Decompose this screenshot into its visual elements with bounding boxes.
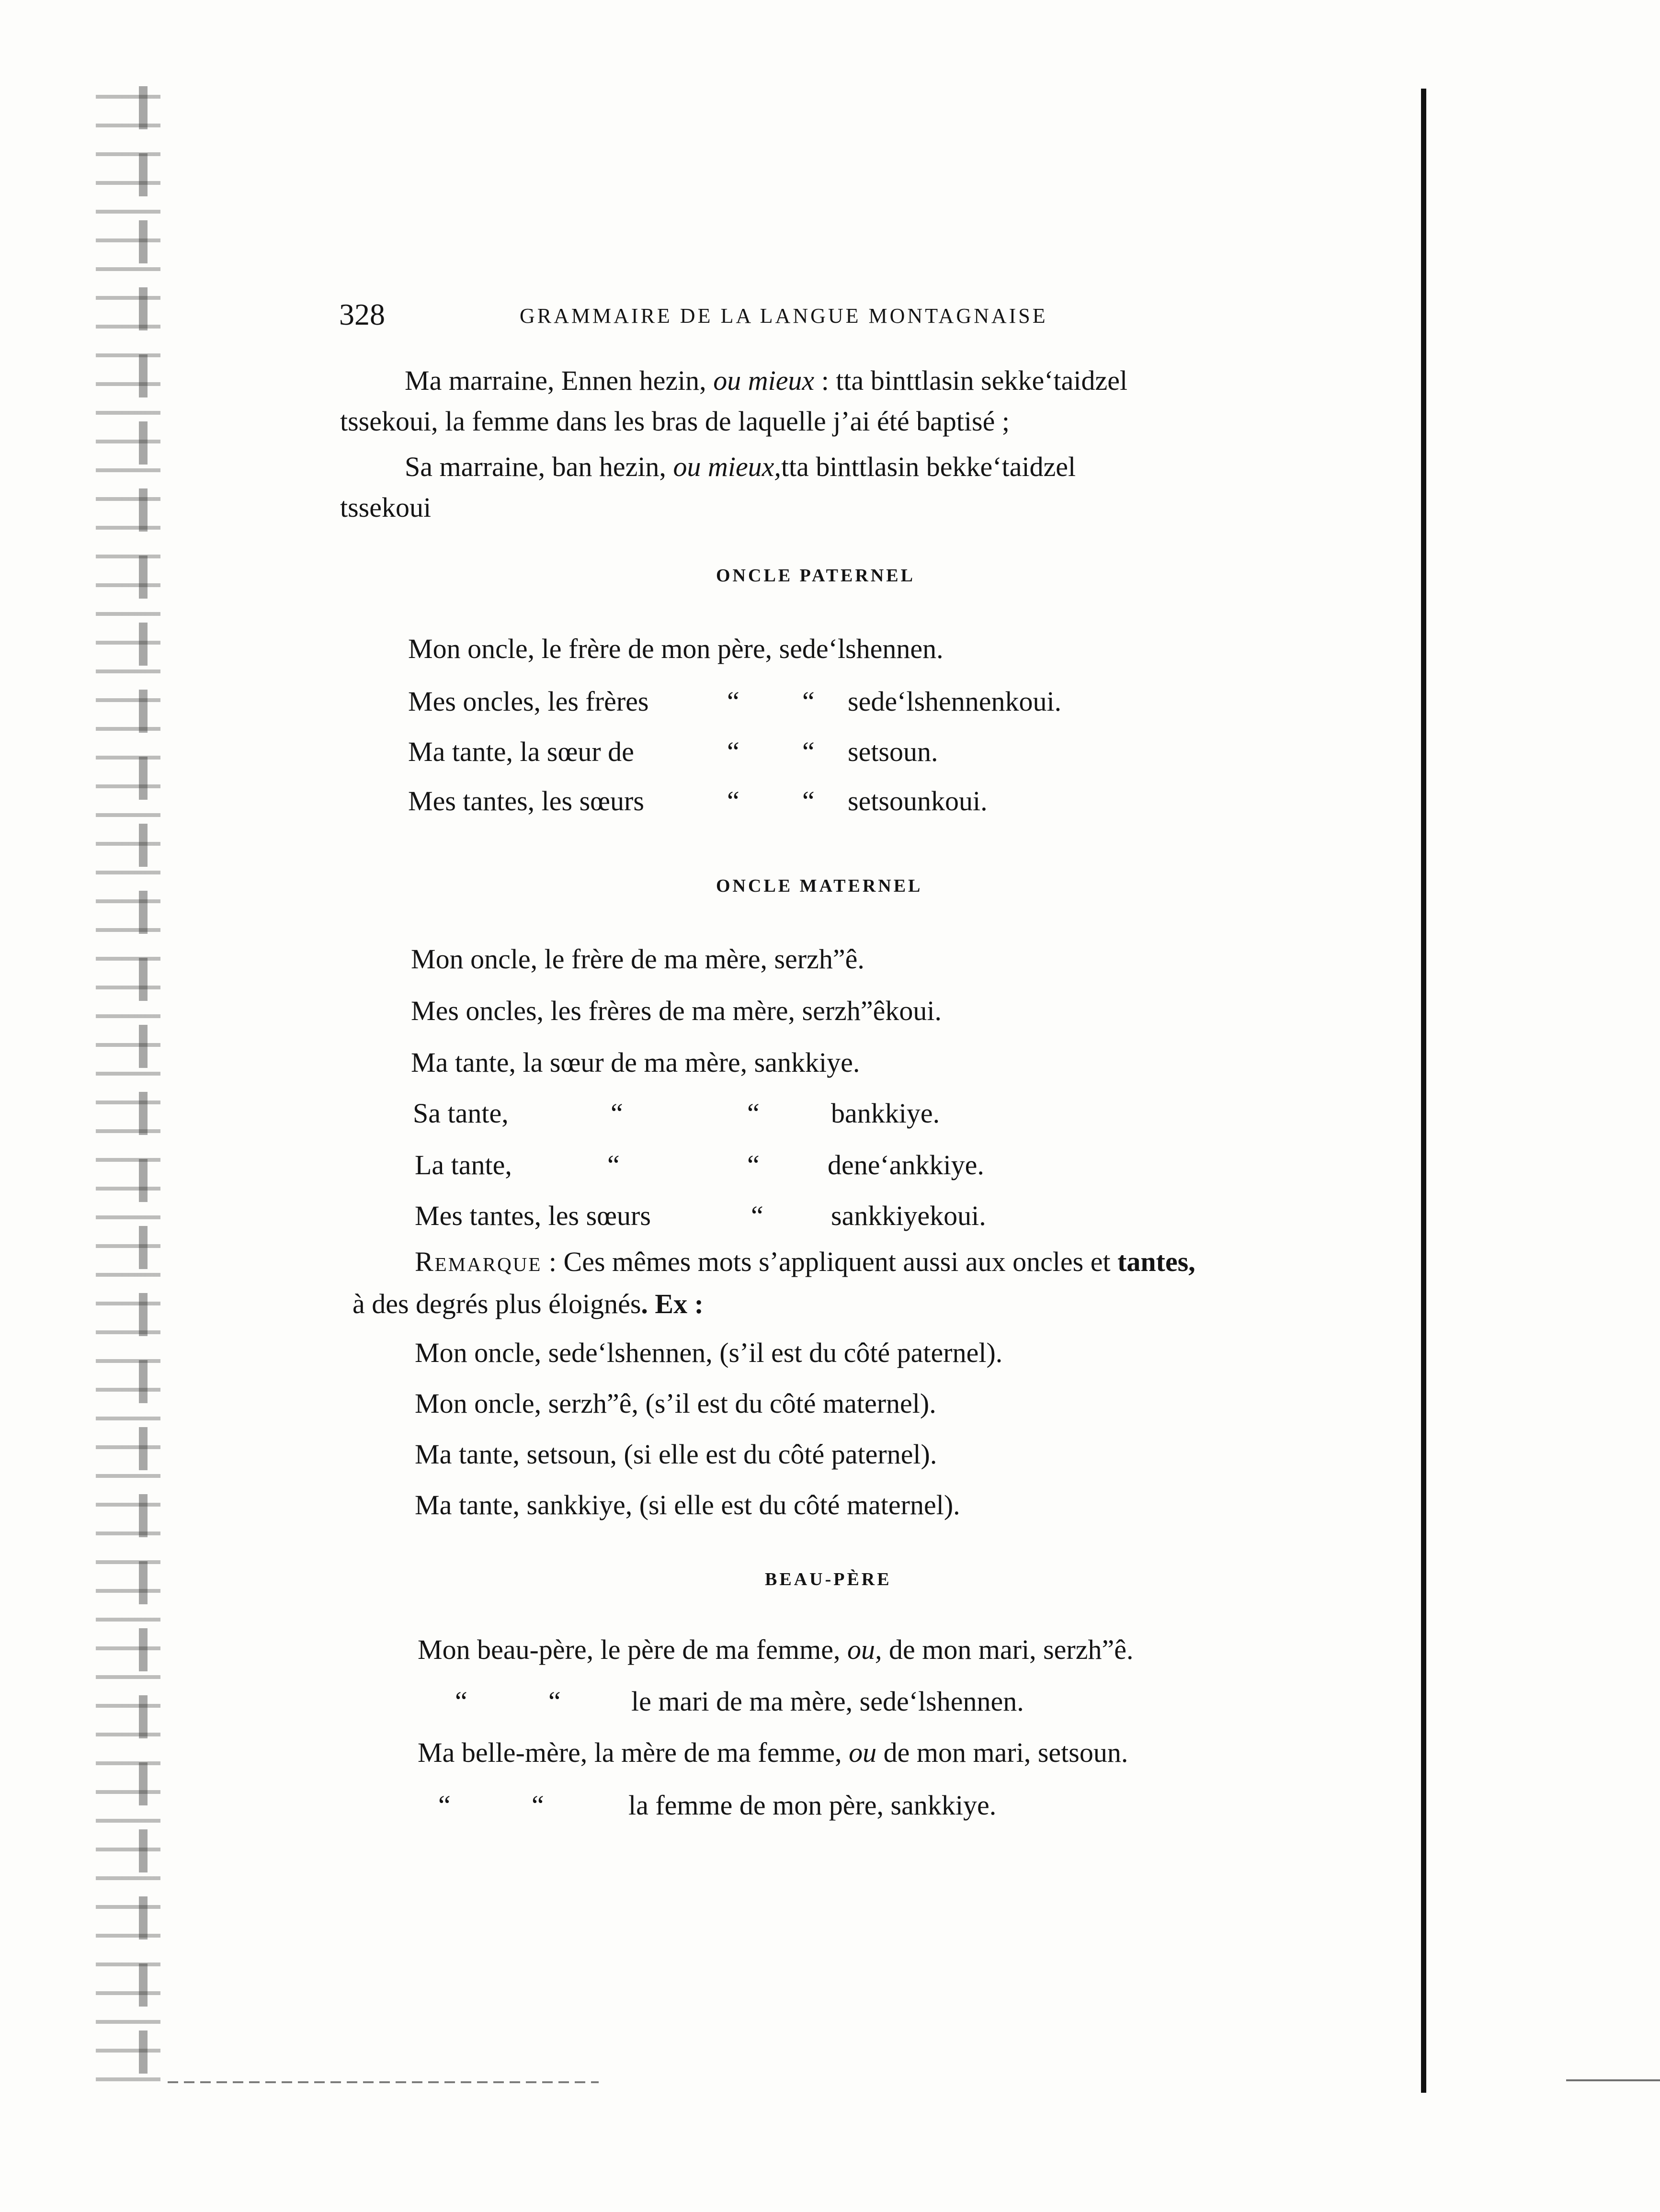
- ditto-mark: “: [727, 785, 739, 817]
- text-run: : tta binttlasin sekke‘taidzel: [814, 365, 1128, 396]
- beau-pere-line-1: [418, 1633, 1133, 1667]
- maternel-row-label: Sa tante,: [413, 1098, 509, 1129]
- intro-paragraph-1-line-2: tssekoui, la femme dans les bras de laquelle j’ai été baptisé ;: [340, 406, 1010, 437]
- bold-run: tantes,: [1117, 1246, 1195, 1277]
- maternel-line: Mon oncle, le frère de ma mère, serzh”ê.: [411, 943, 864, 975]
- intro-paragraph-2-line-2: tssekoui: [340, 492, 432, 523]
- ditto-mark: “: [438, 1790, 451, 1821]
- maternel-row-term: dene‘ankkiye.: [828, 1149, 984, 1180]
- paternel-row-label: Ma tante, la sœur de: [408, 736, 634, 767]
- italic-run: ou mieux,: [673, 451, 781, 482]
- ditto-mark: “: [802, 736, 815, 767]
- paternel-row: Mon oncle, le frère de mon père, sede‘lshennen.: [408, 633, 944, 664]
- scan-margin-artifact: [139, 86, 148, 2098]
- text-run: de mon mari, serzh”ê.: [882, 1634, 1134, 1665]
- ditto-mark: “: [747, 1098, 760, 1129]
- remarque-example: Mon oncle, sede‘lshennen, (s’il est du côté paternel).: [415, 1337, 1003, 1368]
- ditto-mark: “: [727, 686, 739, 717]
- bold-run: . Ex :: [641, 1288, 704, 1319]
- scan-margin-artifact: [96, 86, 160, 2098]
- remarque-example: Mon oncle, serzh”ê, (s’il est du côté maternel).: [415, 1388, 936, 1419]
- page-edge-rule: [1421, 89, 1426, 2093]
- text-run: Ma marraine, Ennen hezin,: [405, 365, 714, 396]
- section-heading-beau-pere: BEAU-PÈRE: [765, 1569, 892, 1589]
- beau-pere-line-2: le mari de ma mère, sede‘lshennen.: [631, 1686, 1024, 1717]
- ditto-mark: “: [455, 1686, 467, 1717]
- text-run: à des degrés plus éloignés: [352, 1288, 641, 1319]
- scan-bottom-artifact: [1566, 2079, 1660, 2081]
- ditto-mark: “: [751, 1200, 763, 1231]
- ditto-mark: “: [532, 1790, 544, 1821]
- italic-run: ou: [849, 1737, 877, 1768]
- text-run: de mon mari, setsoun.: [876, 1737, 1128, 1768]
- intro-paragraph-1-line-1: [405, 364, 1127, 397]
- maternel-row-label: La tante,: [415, 1149, 512, 1180]
- maternel-line: Mes oncles, les frères de ma mère, serzh”êkoui.: [411, 995, 942, 1026]
- remarque-example: Ma tante, sankkiye, (si elle est du côté maternel).: [415, 1489, 960, 1520]
- italic-run: ou mieux: [713, 365, 815, 396]
- ditto-mark: “: [802, 686, 815, 717]
- paternel-row-term: setsounkoui.: [848, 785, 988, 817]
- ditto-mark: “: [802, 785, 815, 817]
- maternel-line: Ma tante, la sœur de ma mère, sankkiye.: [411, 1047, 860, 1078]
- section-heading-oncle-maternel: ONCLE MATERNEL: [716, 876, 923, 896]
- italic-run: ou,: [847, 1634, 882, 1665]
- ditto-mark: “: [611, 1098, 623, 1129]
- ditto-mark: “: [727, 736, 739, 767]
- remarque-example: Ma tante, setsoun, (si elle est du côté paternel).: [415, 1439, 937, 1470]
- maternel-row-term: sankkiyekoui.: [831, 1200, 986, 1231]
- text-run: tta binttlasin bekke‘taidzel: [781, 451, 1076, 482]
- remarque-line-1: [415, 1245, 1195, 1279]
- section-heading-oncle-paternel: ONCLE PATERNEL: [716, 566, 915, 586]
- remarque-line-2: [352, 1287, 704, 1321]
- maternel-row-term: bankkiye.: [831, 1098, 940, 1129]
- beau-pere-line-4: la femme de mon père, sankkiye.: [628, 1790, 997, 1821]
- page-number: 328: [339, 297, 385, 331]
- text-run: : Ces mêmes mots s’appliquent aussi aux oncles et: [542, 1246, 1118, 1277]
- paternel-row-term: sede‘lshennenkoui.: [848, 686, 1062, 717]
- text-run: Mon beau-père, le père de ma femme,: [418, 1634, 847, 1665]
- running-title: GRAMMAIRE DE LA LANGUE MONTAGNAISE: [520, 304, 1048, 328]
- paternel-row-label: Mes tantes, les sœurs: [408, 785, 644, 817]
- intro-paragraph-2-line-1: [405, 450, 1076, 484]
- ditto-mark: “: [747, 1149, 760, 1180]
- maternel-row-label: Mes tantes, les sœurs: [415, 1200, 651, 1231]
- scan-bottom-artifact: [168, 2081, 599, 2083]
- text-run: Ma belle-mère, la mère de ma femme,: [418, 1737, 849, 1768]
- remarque-label: Remarque: [415, 1246, 542, 1277]
- text-run: Sa marraine, ban hezin,: [405, 451, 673, 482]
- beau-pere-line-3: [418, 1736, 1128, 1770]
- paternel-row-term: setsoun.: [848, 736, 938, 767]
- ditto-mark: “: [548, 1686, 561, 1717]
- ditto-mark: “: [607, 1149, 620, 1180]
- paternel-row-label: Mes oncles, les frères: [408, 686, 649, 717]
